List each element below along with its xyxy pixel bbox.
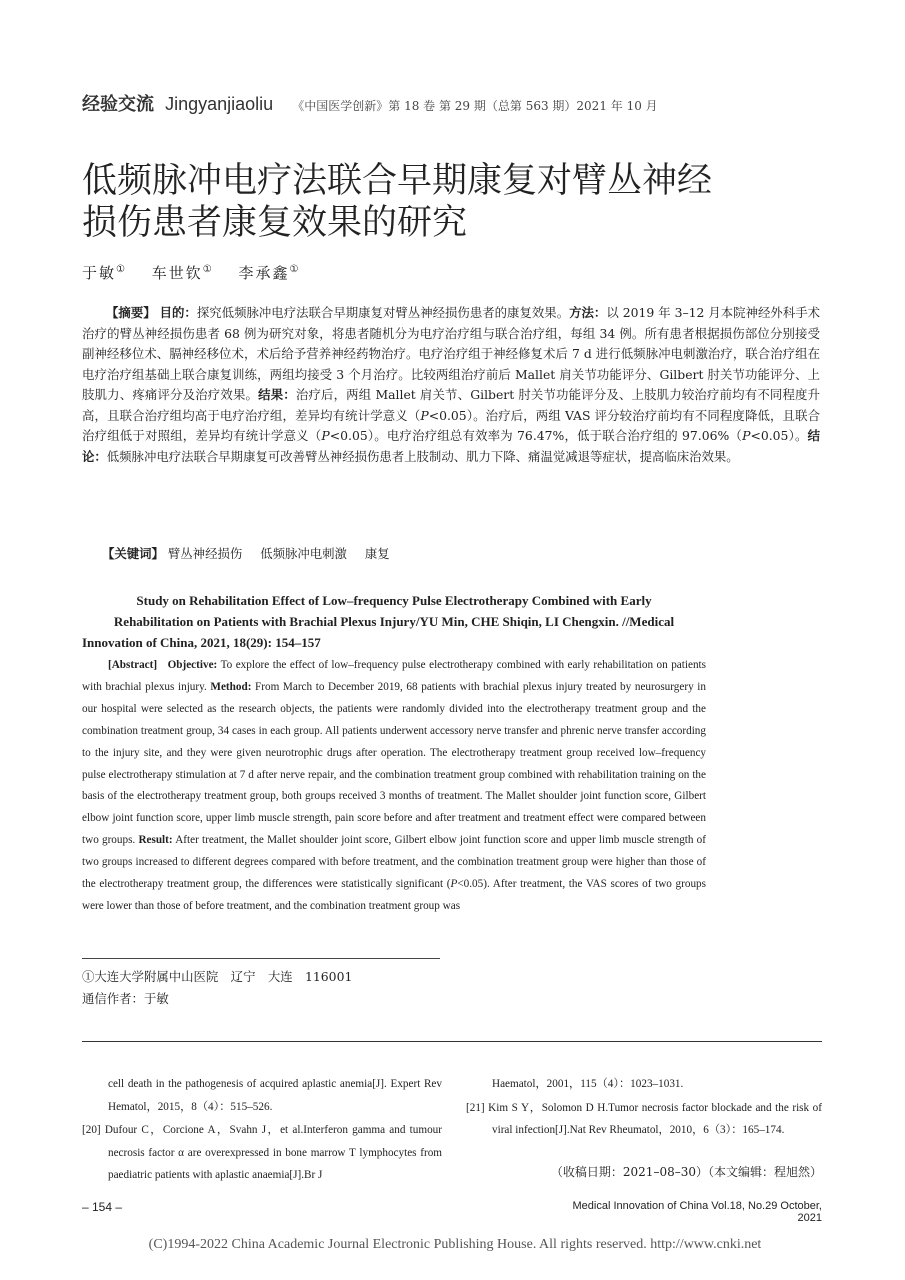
author-list — [82, 262, 319, 283]
english-title — [82, 590, 706, 653]
english-abstract: [Abstract] Objective: To explore the effect of low–frequency pulse electrotherapy combined with early rehabilitation on patients with brachial plexus injury. Method: From March to December 2019, 68 patients with brachial plexus injury treated by neurosurgery in our hospital were selected as the research objects, the patients were randomly divided into the electrotherapy treatment group and the combination treatment group, 34 cases in each group. All patients underwent accessory nerve transfer and phrenic nerve transfer according to the injury site, and they were given neurotrophic drugs after operation. The electrotherapy treatment group received low–frequency pulse electrotherapy stimulation at 7 d after nerve repair, and the combination treatment group combined with rehabilitation training on the basis of the electrotherapy treatment group, both groups received 3 months of treatment. The Mallet shoulder joint function score, Gilbert elbow joint function score, upper limb muscle strength, pain score before and after treatment and treatment effect were compared between two groups. Result: After treatment, the Mallet shoulder joint score, Gilbert elbow joint function score and upper limb muscle strength of two groups increased to different degrees compared with before treatment, and the combination treatment group were higher than those of the electrotherapy treatment group, the differences were statistically significant (P<0.05). After treatment, the VAS scores of two groups were lower than those of before treatment, and the combination treatment group was — [82, 659, 707, 912]
journal-citation: 《中国医学创新》第 18 卷 第 29 期（总第 563 期）2021 年 10 月 — [292, 99, 658, 113]
keywords-label: 【关键词】 — [102, 546, 164, 561]
running-header — [82, 90, 842, 114]
keyword: 低频脉冲电刺激 — [260, 546, 347, 561]
corresponding-author: 通信作者：于敏 — [82, 991, 169, 1006]
journal-footer: Medical Innovation of China Vol.18, No.29 October, 2021 — [572, 1200, 822, 1224]
keyword: 康复 — [364, 546, 390, 561]
english-title-line: Innovation of China, 2021, 18(29): 154–157 — [82, 635, 321, 650]
copyright-notice: (C)1994-2022 China Academic Journal Electronic Publishing House. All rights reserved. http://www.cnki.net — [148, 1237, 762, 1252]
page-number: – 154 – — [82, 1200, 123, 1214]
reference-item: Haematol，2001，115（4）：1023–1031. — [492, 1078, 684, 1090]
column-name: 经验交流 — [82, 94, 154, 115]
reference-item: [20] Dufour C，Corcione A，Svahn J，et al.Interferon gamma and tumour necrosis factor α are overexpressed in bone marrow T lymphocytes from paediatric patients with aplastic anaemia[J].Br J — [82, 1124, 442, 1182]
article-title — [82, 160, 802, 244]
references-left-column — [82, 1073, 442, 1188]
column-pinyin: Jingyanjiaoliu — [165, 94, 274, 114]
footnotes — [82, 966, 352, 1010]
keywords — [102, 544, 404, 562]
section-divider — [82, 1041, 822, 1042]
reference-item: cell death in the pathogenesis of acquired aplastic anemia[J]. Expert Rev Hematol，2015，8（4）：515–526. — [108, 1078, 442, 1113]
keyword: 臂丛神经损伤 — [167, 546, 243, 561]
english-title-line: Rehabilitation on Patients with Brachial Plexus Injury/YU Min, CHE Shiqin, LI Chengxin. //Medical — [113, 614, 675, 629]
affiliation: ①大连大学附属中山医院 辽宁 大连 116001 — [82, 969, 353, 984]
author: 于敏① — [82, 264, 125, 282]
received-date: （收稿日期：2021–08–30）（本文编辑：程旭然） — [550, 1165, 822, 1179]
references-right-column — [466, 1073, 822, 1143]
english-title-line: Study on Rehabilitation Effect of Low–frequency Pulse Electrotherapy Combined with Early — [136, 593, 652, 608]
title-line-2: 损伤患者康复效果的研究 — [82, 203, 468, 243]
author: 李承鑫① — [238, 264, 299, 282]
chinese-abstract: 【摘要】 目的：探究低频脉冲电疗法联合早期康复对臂丛神经损伤患者的康复效果。方法：以 2019 年 3–12 月本院神经外科手术治疗的臂丛神经损伤患者 68 例为研究对象，将患者随机分为电疗治疗组与联合治疗组，每组 34 例。所有患者根据损伤部位分别接受副神经移位术、膈神经移位术，术后给予营养神经药物治疗。电疗治疗组于神经修复术后 7 d 进行低频脉冲电刺激治疗，联合治疗组在电疗治疗组基础上联合康复训练，两组均接受 3 个月治疗。比较两组治疗前后 Mallet 肩关节功能评分、Gilbert 肘关节功能评分、上肢肌力、疼痛评分及治疗效果。结果：治疗后，两组 Mallet 肩关节、Gilbert 肘关节功能评分及、上肢肌力较治疗前均有不同程度升高，且联合治疗组均高于电疗治疗组，差异均有统计学意义（P<0.05）。治疗后，两组 VAS 评分较治疗前均有不同程度降低，且联合治疗组低于对照组，差异均有统计学意义（P<0.05）。电疗治疗组总有效率为 76.47%，低于联合治疗组的 97.06%（P<0.05）。结论：低频脉冲电疗法联合早期康复可改善臂丛神经损伤患者上肢制动、肌力下降、痛温觉减退等症状，提高临床治效果。 — [82, 305, 821, 464]
author: 车世钦① — [151, 264, 212, 282]
footnote-rule — [82, 958, 440, 959]
title-line-1: 低频脉冲电疗法联合早期康复对臂丛神经 — [82, 161, 713, 201]
reference-item: [21] Kim S Y，Solomon D H.Tumor necrosis factor blockade and the risk of viral infection[J].Nat Rev Rheumatol，2010，6（3）：165–174. — [466, 1101, 822, 1137]
